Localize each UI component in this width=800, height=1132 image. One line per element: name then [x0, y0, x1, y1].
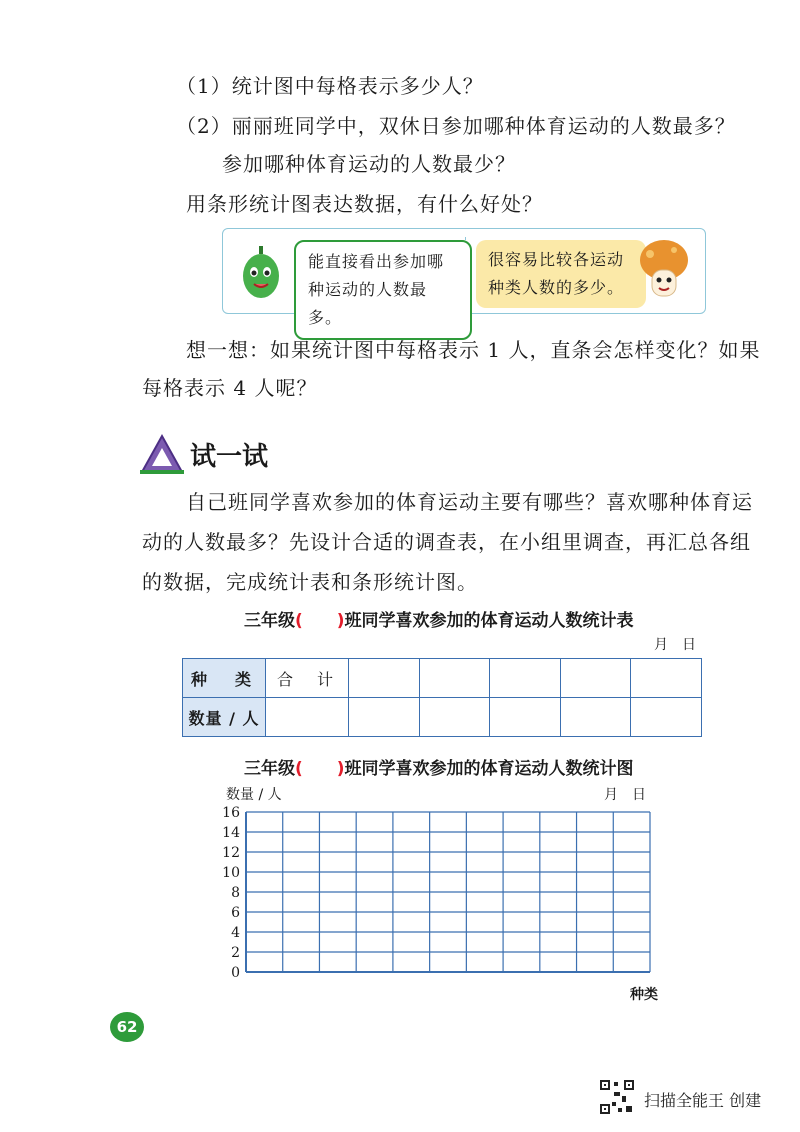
chart-date: 月 日 [604, 787, 646, 803]
y-tick-label: 14 [222, 825, 240, 841]
bubble-right-text: 很容易比较各运动种类人数的多少。 [488, 250, 625, 297]
table-cell[interactable] [490, 659, 561, 698]
question-2-line2: 参加哪种体育运动的人数最少？ [222, 152, 516, 176]
task-line2: 动的人数最多？先设计合适的调查表，在小组里调查，再汇总各组 [142, 530, 751, 554]
bar-chart-grid [210, 804, 660, 982]
table-cell[interactable] [631, 698, 702, 737]
statistics-table [182, 658, 702, 737]
table-cell[interactable] [419, 659, 490, 698]
pepper-character-icon [236, 240, 286, 300]
cell-total: 合 计 [266, 659, 349, 698]
table-date: 月 日 [654, 637, 696, 653]
think-line2: 每格表示 4 人呢？ [142, 376, 318, 400]
question-3: 用条形统计图表达数据，有什么好处？ [186, 192, 543, 216]
task-line3: 的数据，完成统计表和条形统计图。 [142, 570, 478, 594]
table-cell[interactable] [349, 698, 420, 737]
bubble-left-text: 能直接看出参加哪种运动的人数最多。 [308, 252, 445, 327]
table-cell[interactable] [490, 698, 561, 737]
row-label-category: 种 类 [183, 659, 266, 698]
y-tick-label: 8 [231, 885, 240, 901]
table-row [183, 698, 702, 737]
think-line1: 想一想：如果统计图中每格表示 1 人，直条会怎样变化？如果 [186, 338, 761, 362]
y-tick-label: 12 [222, 845, 240, 861]
table-cell[interactable] [419, 698, 490, 737]
page-number-badge: 62 [110, 1012, 144, 1042]
speech-bubble-right [476, 240, 646, 308]
table-cell[interactable] [560, 659, 631, 698]
y-tick-label: 6 [231, 905, 240, 921]
table-cell[interactable] [349, 659, 420, 698]
speech-bubble-left [294, 240, 472, 340]
question-1: （1）统计图中每格表示多少人？ [176, 74, 484, 98]
table-row [183, 659, 702, 698]
chart-y-label: 数量 / 人 [226, 787, 282, 803]
y-tick-label: 10 [222, 865, 240, 881]
table-cell[interactable] [266, 698, 349, 737]
table-cell[interactable] [631, 659, 702, 698]
table-title: 三年级( )班同学喜欢参加的体育运动人数统计表 [244, 611, 634, 631]
y-tick-label: 2 [231, 945, 240, 961]
chart-title: 三年级( )班同学喜欢参加的体育运动人数统计图 [244, 759, 634, 779]
footer-watermark-text: 扫描全能王 创建 [644, 1091, 762, 1110]
qr-code-icon [598, 1078, 636, 1116]
question-2-line1: （2）丽丽班同学中，双休日参加哪种体育运动的人数最多？ [176, 114, 736, 138]
ruler-triangle-icon [138, 432, 186, 478]
chart-x-label: 种类 [630, 987, 658, 1003]
table-cell[interactable] [560, 698, 631, 737]
row-label-quantity: 数量 / 人 [183, 698, 266, 737]
y-tick-label: 16 [222, 805, 240, 821]
mushroom-character-icon [634, 236, 694, 302]
section-title: 试一试 [190, 442, 269, 472]
y-tick-label: 0 [231, 965, 240, 981]
y-tick-label: 4 [231, 925, 240, 941]
task-line1: 自己班同学喜欢参加的体育运动主要有哪些？喜欢哪种体育运 [186, 490, 753, 514]
